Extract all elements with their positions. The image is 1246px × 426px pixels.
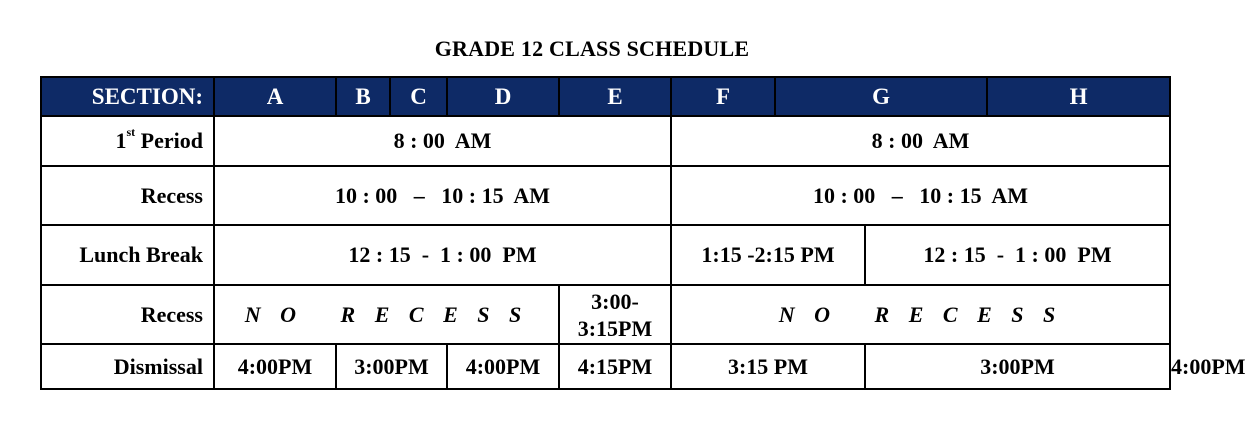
section-f-header: F [671,77,775,116]
section-b-header: B [336,77,390,116]
section-d-header: D [447,77,559,116]
first-period-label [41,116,214,166]
first-period-word: Period [135,128,203,153]
section-header-label: SECTION: [41,77,214,116]
dismissal-row: Dismissal 4:00PM 3:00PM 4:00PM 4:15PM 3:15 PM 3:00PM 4:00PM [41,344,1170,389]
first-period-suffix: st [126,125,136,139]
section-e-header: E [559,77,671,116]
dismissal-a: 4:00PM [214,344,336,389]
recess-label: Recess [41,166,214,225]
section-a-header: A [214,77,336,116]
dismissal-f-g: 3:15 PM [671,344,865,389]
recess-time-e-start: 3:00- [591,288,639,314]
first-period-time-a-e: 8 : 00 AM [214,116,671,166]
first-period-row [41,116,1170,166]
lunch-time-h-i: 12 : 15 - 1 : 00 PM [865,225,1170,285]
recess-time-a-e: 10 : 00 – 10 : 15 AM [214,166,671,225]
second-recess-label: Recess [41,285,214,344]
section-c-header: C [390,77,447,116]
recess-time-e-end: 3:15PM [577,315,653,341]
recess-row [41,166,1170,225]
lunch-time-f-g: 1:15 -2:15 PM [671,225,865,285]
no-recess-f-i: N O R E C E S S [671,285,1170,344]
page-title: GRADE 12 CLASS SCHEDULE [434,36,750,61]
lunch-break-label: Lunch Break [41,225,214,285]
section-h-header: H [987,77,1170,116]
dismissal-b-c: 3:00PM [336,344,447,389]
recess-time-f-i: 10 : 00 – 10 : 15 AM [671,166,1170,225]
lunch-break-row [41,225,1170,285]
dismissal-h: 3:00PM [865,344,1170,389]
first-period-time-f-i: 8 : 00 AM [671,116,1170,166]
dismissal-d: 4:00PM [447,344,559,389]
dismissal-e: 4:15PM [559,344,671,389]
no-recess-a-d: N O R E C E S S [214,285,559,344]
section-g-header: G [775,77,987,116]
lunch-time-a-e: 12 : 15 - 1 : 00 PM [214,225,671,285]
schedule-table [40,76,1246,390]
dismissal-label: Dismissal [41,344,214,389]
recess-time-e [559,285,671,344]
header-row: SECTION: A B C D E F G H I [41,77,1170,116]
first-period-number: 1 [115,128,127,153]
second-recess-row [41,285,1170,344]
